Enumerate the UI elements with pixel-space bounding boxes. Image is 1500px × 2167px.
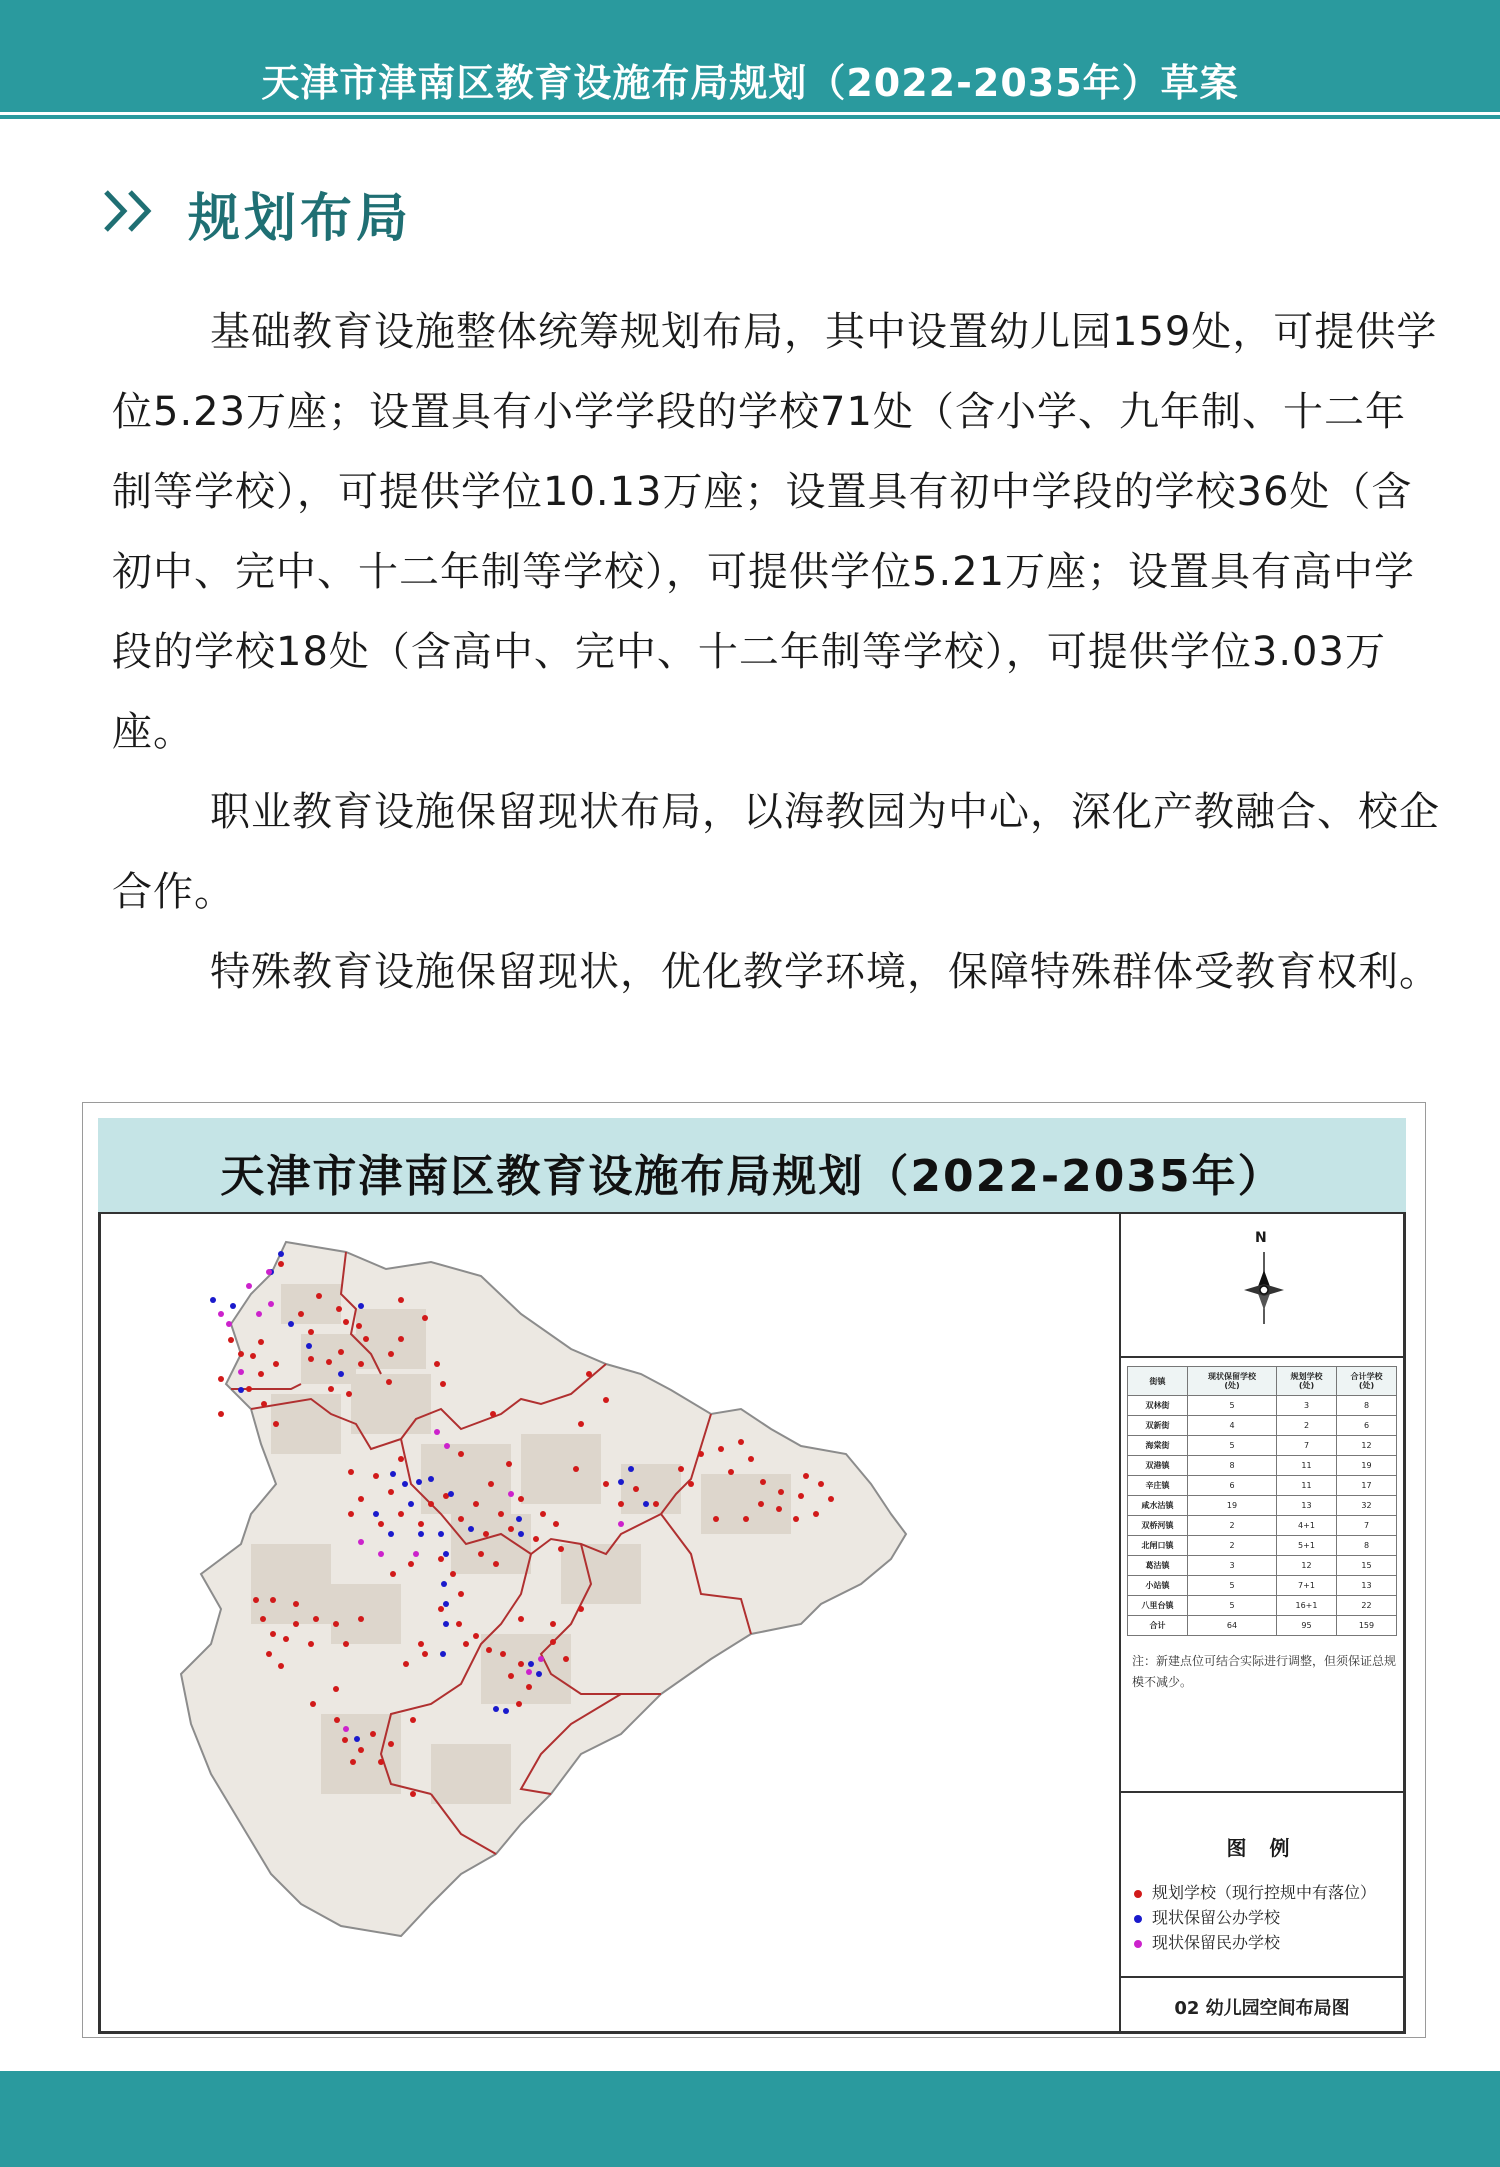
table-row — [1128, 1456, 1397, 1476]
figure-caption: 02 幼儿园空间布局图 — [1174, 1998, 1350, 2019]
count-cell: 11 — [1277, 1476, 1337, 1496]
table-row — [1128, 1416, 1397, 1436]
table-row — [1128, 1476, 1397, 1496]
count-cell: 8 — [1336, 1536, 1396, 1556]
town-name-cell: 双桥河镇 — [1128, 1516, 1188, 1536]
legend-item-planned: 规划学校（现行控规中有落位） — [1134, 1880, 1376, 1903]
table-header-row — [1128, 1367, 1397, 1396]
side-panel-rule-legend — [1121, 1791, 1403, 1793]
table-row — [1128, 1516, 1397, 1536]
count-cell: 3 — [1277, 1396, 1337, 1416]
count-cell: 5 — [1187, 1596, 1276, 1616]
table-row — [1128, 1436, 1397, 1456]
count-cell: 3 — [1187, 1556, 1276, 1576]
count-cell: 2 — [1187, 1536, 1276, 1556]
count-cell: 4 — [1187, 1416, 1276, 1436]
town-name-cell: 葛沽镇 — [1128, 1556, 1188, 1576]
table-header-cell: 街镇 — [1128, 1367, 1188, 1396]
count-cell: 5 — [1187, 1576, 1276, 1596]
count-cell: 64 — [1187, 1616, 1276, 1636]
count-cell: 8 — [1187, 1456, 1276, 1476]
table-row — [1128, 1616, 1397, 1636]
count-cell: 15 — [1336, 1556, 1396, 1576]
town-stats-table — [1127, 1366, 1397, 1636]
table-row — [1128, 1556, 1397, 1576]
count-cell: 7 — [1336, 1516, 1396, 1536]
count-cell: 6 — [1336, 1416, 1396, 1436]
count-cell: 95 — [1277, 1616, 1337, 1636]
town-name-cell: 咸水沽镇 — [1128, 1496, 1188, 1516]
compass-icon — [1238, 1248, 1290, 1328]
count-cell: 22 — [1336, 1596, 1396, 1616]
count-cell: 5 — [1187, 1396, 1276, 1416]
north-label: N — [1255, 1230, 1267, 1246]
count-cell: 2 — [1277, 1416, 1337, 1436]
count-cell: 19 — [1187, 1496, 1276, 1516]
header-rule — [0, 115, 1500, 119]
count-cell: 32 — [1336, 1496, 1396, 1516]
town-name-cell: 小站镇 — [1128, 1576, 1188, 1596]
table-row — [1128, 1496, 1397, 1516]
town-name-cell: 双港镇 — [1128, 1456, 1188, 1476]
legend-item-public: 现状保留公办学校 — [1134, 1905, 1280, 1928]
count-cell: 6 — [1187, 1476, 1276, 1496]
count-cell: 16+1 — [1277, 1596, 1337, 1616]
count-cell: 4+1 — [1277, 1516, 1337, 1536]
side-panel-rule-bottom — [1121, 1976, 1403, 1978]
magenta-dot-icon — [1134, 1940, 1142, 1948]
table-row — [1128, 1536, 1397, 1556]
red-dot-icon — [1134, 1890, 1142, 1898]
count-cell: 13 — [1336, 1576, 1396, 1596]
table-body — [1128, 1396, 1397, 1636]
table-row — [1128, 1596, 1397, 1616]
section-title: 规划布局 — [188, 189, 413, 249]
map-note: 注：新建点位可结合实际进行调整，但须保证总规模不减少。 — [1132, 1654, 1397, 1689]
side-panel-rule-top — [1121, 1356, 1403, 1358]
count-cell: 5 — [1187, 1436, 1276, 1456]
document-title: 天津市津南区教育设施布局规划（2022-2035年）草案 — [261, 61, 1239, 105]
count-cell: 17 — [1336, 1476, 1396, 1496]
district-map — [101, 1214, 1119, 2031]
count-cell: 7+1 — [1277, 1576, 1337, 1596]
paragraph-basic-education: 基础教育设施整体统筹规划布局，其中设置幼儿园159处，可提供学位5.23万座；设置具有小学学段的学校71处（含小学、九年制、十二年制等学校），可提供学位10.13万座；设置具有初中学段的学校36处（含初中、完中、十二年制等学校），可提供学位5.21万座；设置具有高中学段的学校18处（含高中、完中、十二年制等学校），可提供学位3.03万座。 — [112, 309, 1438, 755]
town-name-cell: 辛庄镇 — [1128, 1476, 1188, 1496]
count-cell: 12 — [1277, 1556, 1337, 1576]
table-header-cell: 合计学校 (处) — [1336, 1367, 1396, 1396]
double-chevron-right-icon — [102, 186, 162, 236]
table-header-cell: 规划学校 (处) — [1277, 1367, 1337, 1396]
table-row — [1128, 1396, 1397, 1416]
count-cell: 12 — [1336, 1436, 1396, 1456]
town-name-cell: 海棠街 — [1128, 1436, 1188, 1456]
town-name-cell: 双林街 — [1128, 1396, 1188, 1416]
count-cell: 5+1 — [1277, 1536, 1337, 1556]
table-row — [1128, 1576, 1397, 1596]
map-title: 天津市津南区教育设施布局规划（2022-2035年） — [220, 1151, 1284, 1202]
count-cell: 2 — [1187, 1516, 1276, 1536]
blue-dot-icon — [1134, 1915, 1142, 1923]
town-name-cell: 合计 — [1128, 1616, 1188, 1636]
count-cell: 13 — [1277, 1496, 1337, 1516]
paragraph-special-education: 特殊教育设施保留现状，优化教学环境，保障特殊群体受教育权利。 — [210, 949, 1440, 995]
legend-item-private: 现状保留民办学校 — [1134, 1930, 1280, 1953]
town-name-cell: 北闸口镇 — [1128, 1536, 1188, 1556]
count-cell: 19 — [1336, 1456, 1396, 1476]
count-cell: 159 — [1336, 1616, 1396, 1636]
table-header-cell: 现状保留学校 (处) — [1187, 1367, 1276, 1396]
footer-band — [0, 2071, 1500, 2167]
paragraph-vocational-education: 职业教育设施保留现状布局，以海教园为中心，深化产教融合、校企合作。 — [112, 789, 1440, 915]
count-cell: 8 — [1336, 1396, 1396, 1416]
legend-title: 图 例 — [1226, 1836, 1298, 1860]
side-panel-divider — [1119, 1214, 1121, 2031]
count-cell: 7 — [1277, 1436, 1337, 1456]
town-name-cell: 双新街 — [1128, 1416, 1188, 1436]
town-name-cell: 八里台镇 — [1128, 1596, 1188, 1616]
count-cell: 11 — [1277, 1456, 1337, 1476]
